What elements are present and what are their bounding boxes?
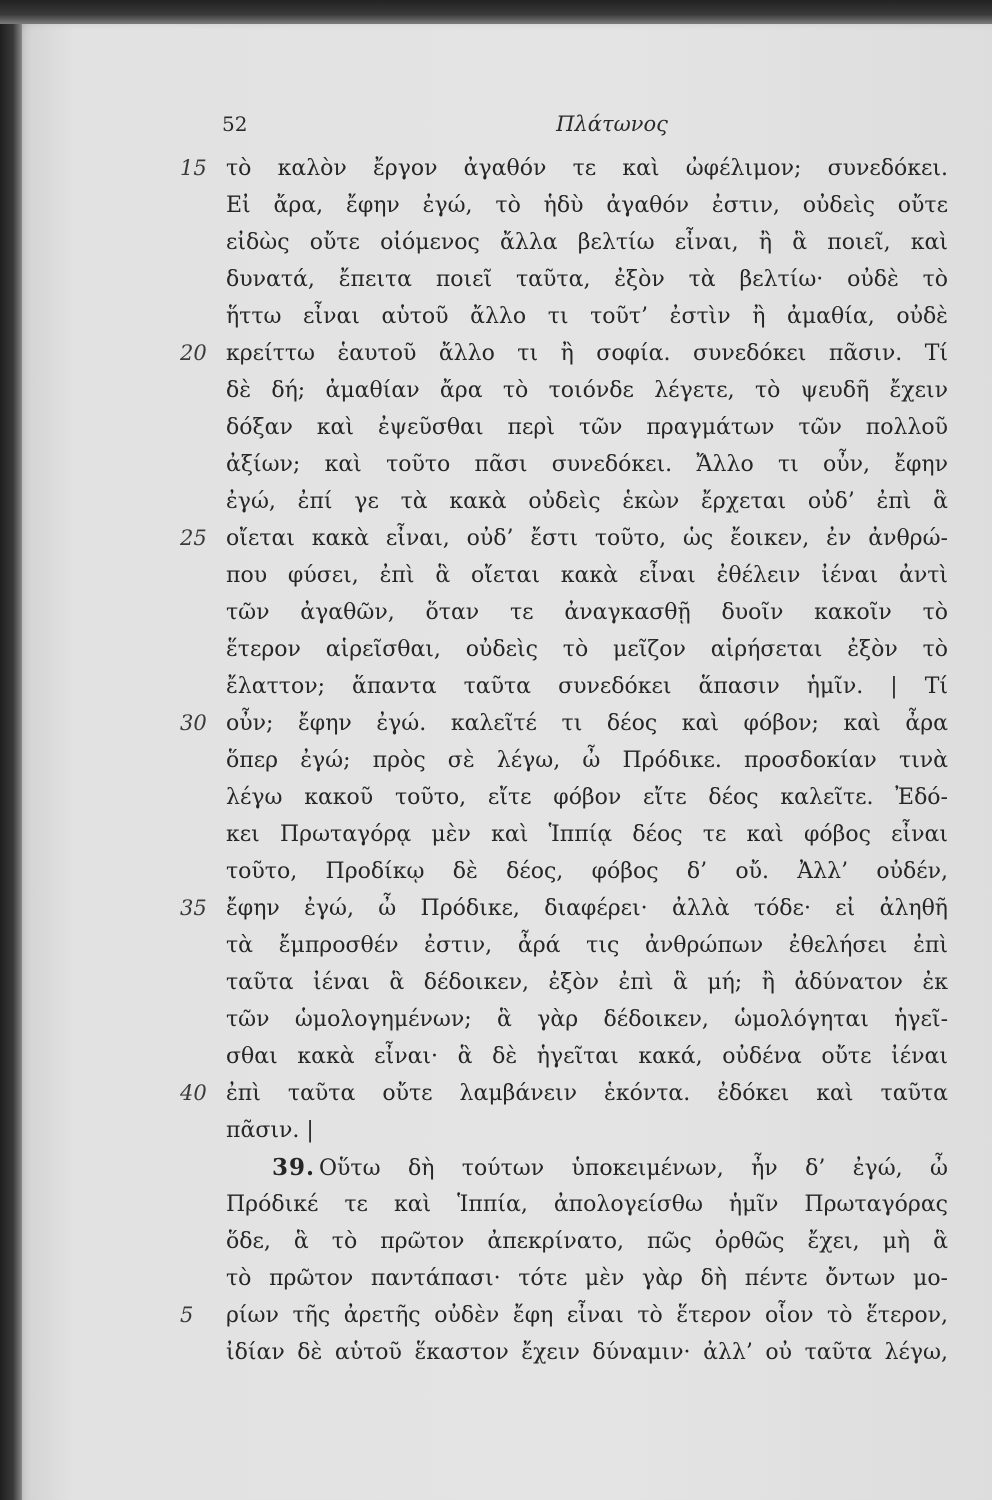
line-text: τὸ πρῶτον παντάπασι· τότε μὲν γὰρ δὴ πέντε ὄντων μο- [226, 1266, 948, 1291]
line-number: 35 [180, 896, 207, 920]
running-title: Πλάτωνος [556, 112, 668, 136]
text-line [180, 779, 955, 816]
line-text: ὅπερ ἐγώ; πρὸς σὲ λέγω, ὦ Πρόδικε. προσδοκίαν τινὰ [226, 748, 948, 773]
line-text: δὲ δή; ἀμαθίαν ἄρα τὸ τοιόνδε λέγετε, τὸ ψευδῆ ἔχειν [226, 378, 948, 403]
line-text: σθαι κακὰ εἶναι· ἃ δὲ ἡγεῖται κακά, οὐδένα οὔτε ἰέναι [226, 1044, 948, 1069]
line-number: 5 [180, 1303, 194, 1327]
text-line [180, 520, 955, 557]
line-text: Πρόδικέ τε καὶ Ἱππία, ἀπολογείσθω ἡμῖν Πρωταγόρας [226, 1192, 948, 1217]
text-line [180, 853, 955, 890]
line-text: τῶν ὡμολογημένων; ἃ γὰρ δέδοικεν, ὡμολόγηται ἡγεῖ- [226, 1007, 948, 1032]
line-text: ἐγώ, ἐπί γε τὰ κακὰ οὐδεὶς ἑκὼν ἔρχεται οὐδ’ ἐπὶ ἃ [226, 489, 948, 514]
section-number: 39. [272, 1154, 316, 1181]
text-line [180, 1112, 955, 1149]
line-text: τὰ ἔμπροσθέν ἐστιν, ἆρά τις ἀνθρώπων ἐθελήσει ἐπὶ [226, 933, 948, 958]
line-number: 40 [180, 1081, 207, 1105]
text-line [180, 890, 955, 927]
text-line [180, 446, 955, 483]
text-line [180, 631, 955, 668]
line-text: ἀξίων; καὶ τοῦτο πᾶσι συνεδόκει. Ἄλλο τι οὖν, ἔφην [226, 452, 948, 477]
text-line [180, 1149, 955, 1186]
line-text: που φύσει, ἐπὶ ἃ οἴεται κακὰ εἶναι ἐθέλειν ἰέναι ἀντὶ [226, 563, 948, 588]
line-text: πᾶσιν. | [226, 1118, 314, 1143]
line-text: δυνατά, ἔπειτα ποιεῖ ταῦτα, ἐξὸν τὰ βελτίω· οὐδὲ τὸ [226, 267, 948, 292]
line-number: 15 [180, 156, 207, 180]
text-line [180, 261, 955, 298]
text-line [180, 1223, 955, 1260]
line-text: τοῦτο, Προδίκῳ δὲ δέος, φόβος δ’ οὔ. Ἀλλ’ οὐδέν, [226, 859, 948, 884]
text-line [180, 964, 955, 1001]
line-number: 20 [180, 341, 207, 365]
text-line [180, 742, 955, 779]
text-line [180, 1334, 955, 1371]
text-line [180, 224, 955, 261]
line-text: ἔφην ἐγώ, ὦ Πρόδικε, διαφέρει· ἀλλὰ τόδε· εἰ ἀληθῆ [226, 896, 948, 921]
line-text: κει Πρωταγόρᾳ μὲν καὶ Ἱππίᾳ δέος τε καὶ φόβος εἶναι [226, 822, 948, 847]
body-text [180, 150, 955, 1371]
text-line [180, 187, 955, 224]
line-text: Εἰ ἄρα, ἔφην ἐγώ, τὸ ἡδὺ ἀγαθόν ἐστιν, οὐδεὶς οὔτε [226, 193, 948, 218]
line-text: οὖν; ἔφην ἐγώ. καλεῖτέ τι δέος καὶ φόβον; καὶ ἆρα [226, 711, 948, 736]
line-text: τῶν ἀγαθῶν, ὅταν τε ἀναγκασθῇ δυοῖν κακοῖν τὸ [226, 600, 948, 625]
text-line [180, 1075, 955, 1112]
line-text: ρίων τῆς ἀρετῆς οὐδὲν ἔφη εἶναι τὸ ἕτερον οἷον τὸ ἕτερον, [226, 1303, 948, 1328]
page-top-edge [0, 0, 992, 24]
line-number: 25 [180, 526, 207, 550]
text-line [180, 927, 955, 964]
text-line [180, 298, 955, 335]
line-text: κρείττω ἑαυτοῦ ἄλλο τι ἢ σοφία. συνεδόκει πᾶσιν. Τί [226, 341, 948, 366]
text-line [180, 668, 955, 705]
line-number: 30 [180, 711, 207, 735]
line-text: δόξαν καὶ ἐψεῦσθαι περὶ τῶν πραγμάτων τῶν πολλοῦ [226, 415, 948, 440]
text-line [180, 1297, 955, 1334]
line-text: λέγω κακοῦ τοῦτο, εἴτε φόβον εἴτε δέος καλεῖτε. Ἐδό- [226, 785, 948, 810]
text-line [180, 372, 955, 409]
line-text: ὅδε, ἃ τὸ πρῶτον ἀπεκρίνατο, πῶς ὀρθῶς ἔχει, μὴ ἃ [226, 1229, 948, 1254]
text-line [180, 1038, 955, 1075]
line-text: τὸ καλὸν ἔργον ἀγαθόν τε καὶ ὠφέλιμον; συνεδόκει. [226, 156, 948, 181]
text-line [180, 594, 955, 631]
text-line [180, 483, 955, 520]
text-line [180, 557, 955, 594]
line-text-content: Οὕτω δὴ τούτων ὑποκειμένων, ἦν δ’ ἐγώ, ὦ [319, 1156, 948, 1181]
line-text: εἰδὼς οὔτε οἰόμενος ἄλλα βελτίω εἶναι, ἢ ἃ ποιεῖ, καὶ [226, 230, 948, 255]
line-text: ἥττω εἶναι αὑτοῦ ἄλλο τι τοῦτ’ ἐστὶν ἢ ἀμαθία, οὐδὲ [226, 304, 948, 329]
line-text: ἰδίαν δὲ αὑτοῦ ἕκαστον ἔχειν δύναμιν· ἀλλ’ οὐ ταῦτα λέγω, [226, 1340, 948, 1365]
text-line [180, 1186, 955, 1223]
text-line [180, 1001, 955, 1038]
text-line [180, 335, 955, 372]
line-text: ταῦτα ἰέναι ἃ δέδοικεν, ἐξὸν ἐπὶ ἃ μή; ἢ ἀδύνατον ἐκ [226, 970, 948, 995]
text-line [180, 409, 955, 446]
text-line [180, 816, 955, 853]
page-number: 52 [222, 112, 248, 136]
text-line [180, 705, 955, 742]
text-line [180, 150, 955, 187]
line-text: ἕτερον αἱρεῖσθαι, οὐδεὶς τὸ μεῖζον αἱρήσεται ἐξὸν τὸ [226, 637, 948, 662]
text-line [180, 1260, 955, 1297]
book-binding-edge [0, 0, 22, 1500]
line-text [272, 1149, 948, 1187]
line-text: οἴεται κακὰ εἶναι, οὐδ’ ἔστι τοῦτο, ὡς ἔοικεν, ἐν ἀνθρώ- [226, 526, 948, 551]
line-text: ἐπὶ ταῦτα οὔτε λαμβάνειν ἑκόντα. ἐδόκει καὶ ταῦτα [226, 1081, 948, 1106]
line-text: ἔλαττον; ἅπαντα ταῦτα συνεδόκει ἅπασιν ἡμῖν. | Τί [226, 674, 948, 699]
page-header [222, 112, 942, 142]
